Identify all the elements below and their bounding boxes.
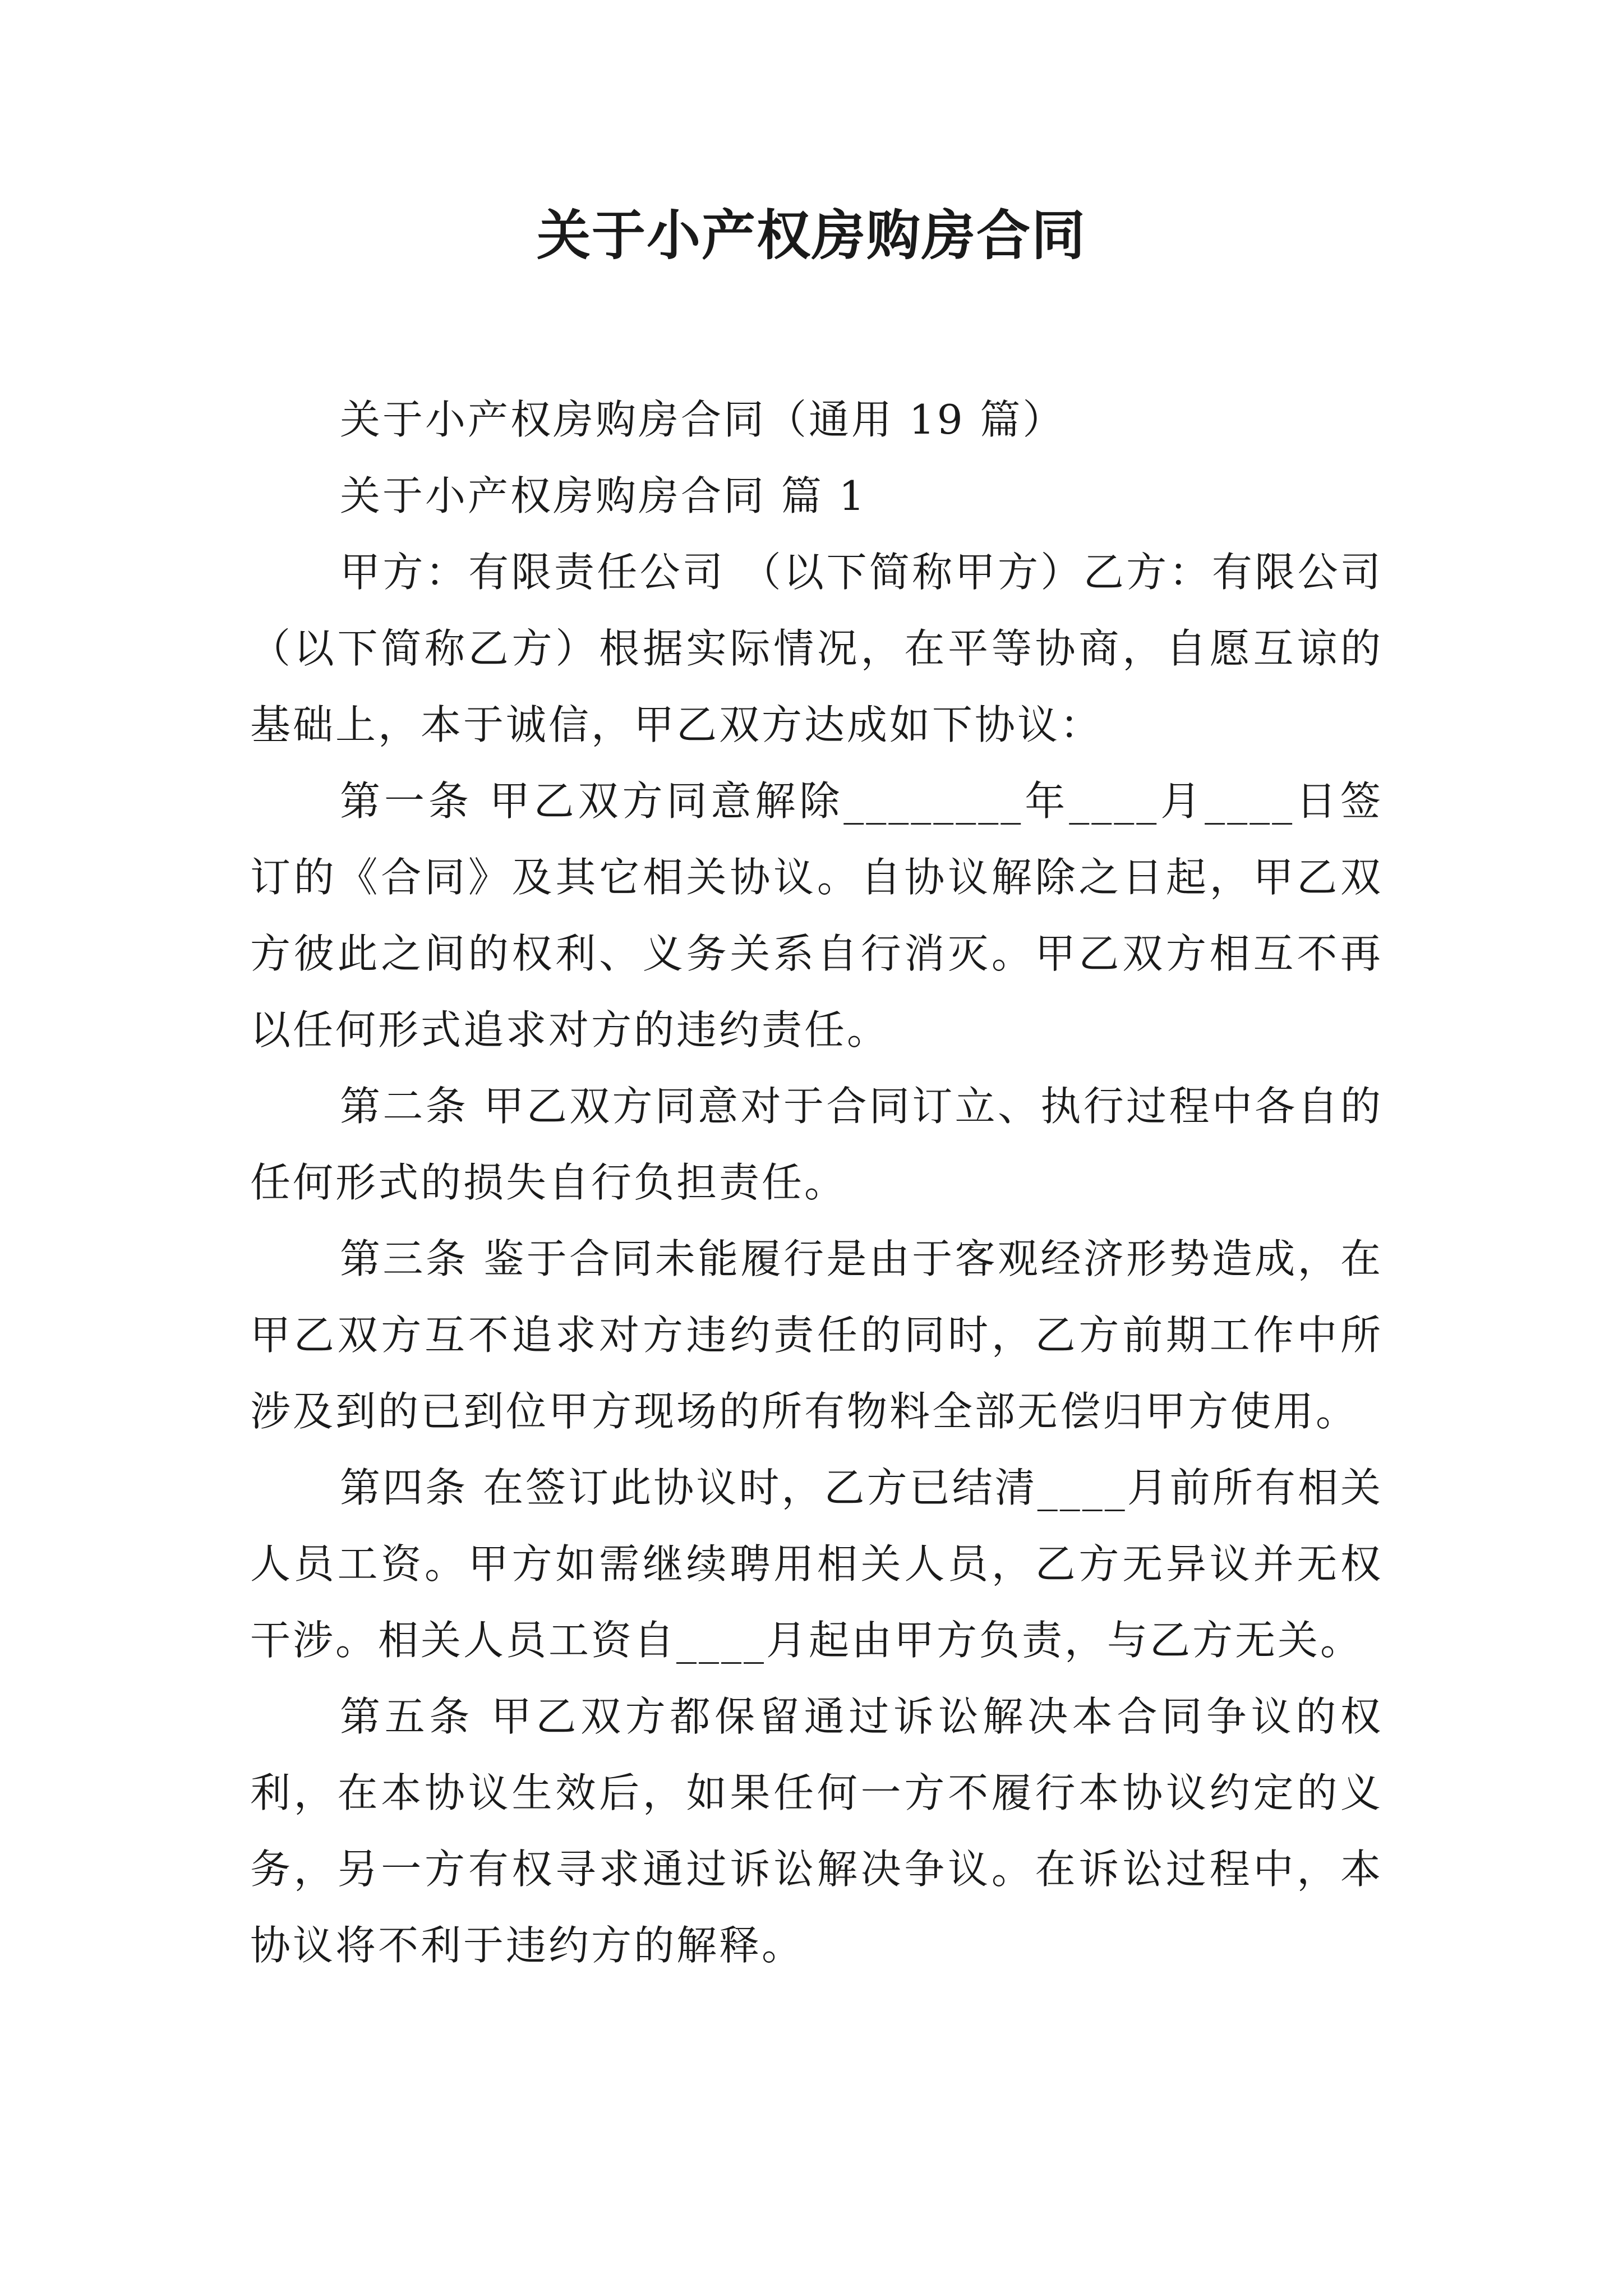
document-subtitle: 关于小产权房购房合同（通用 19 篇） xyxy=(340,396,1066,443)
section-heading: 关于小产权房购房合同 篇 1 xyxy=(340,472,867,519)
paragraph-article-2: 第二条 甲乙双方同意对于合同订立、执行过程中各自的任何形式的损失自行负担责任。 xyxy=(250,1083,1383,1206)
document-title: 关于小产权房购房合同 xyxy=(537,204,1086,267)
paragraph-article-3: 第三条 鉴于合同未能履行是由于客观经济形势造成，在甲乙双方互不追求对方违约责任的同时，乙方前期工作中所涉及到的已到位甲方现场的所有物料全部无偿归甲方使用。 xyxy=(250,1235,1383,1435)
paragraph-article-4: 第四条 在签订此协议时，乙方已结清____月前所有相关人员工资。甲方如需继续聘用相关人员，乙方无异议并无权干涉。相关人员工资自____月起由甲方负责，与乙方无关。 xyxy=(250,1464,1383,1664)
document-body xyxy=(250,381,1383,1984)
paragraph-article-1: 第一条 甲乙双方同意解除________年____月____日签订的《合同》及其它相关协议。自协议解除之日起，甲乙双方彼此之间的权利、义务关系自行消灭。甲乙双方相互不再以任何形式追求对方的违约责任。 xyxy=(250,777,1383,1053)
paragraph-article-5: 第五条 甲乙双方都保留通过诉讼解决本合同争议的权利，在本协议生效后，如果任何一方不履行本协议约定的义务，另一方有权寻求通过诉讼解决争议。在诉讼过程中，本协议将不利于违约方的解释。 xyxy=(250,1693,1383,1969)
paragraph-parties: 甲方：有限责任公司 （以下简称甲方）乙方：有限公司 （以下简称乙方）根据实际情况，在平等协商，自愿互谅的基础上，本于诚信，甲乙双方达成如下协议： xyxy=(250,549,1383,748)
